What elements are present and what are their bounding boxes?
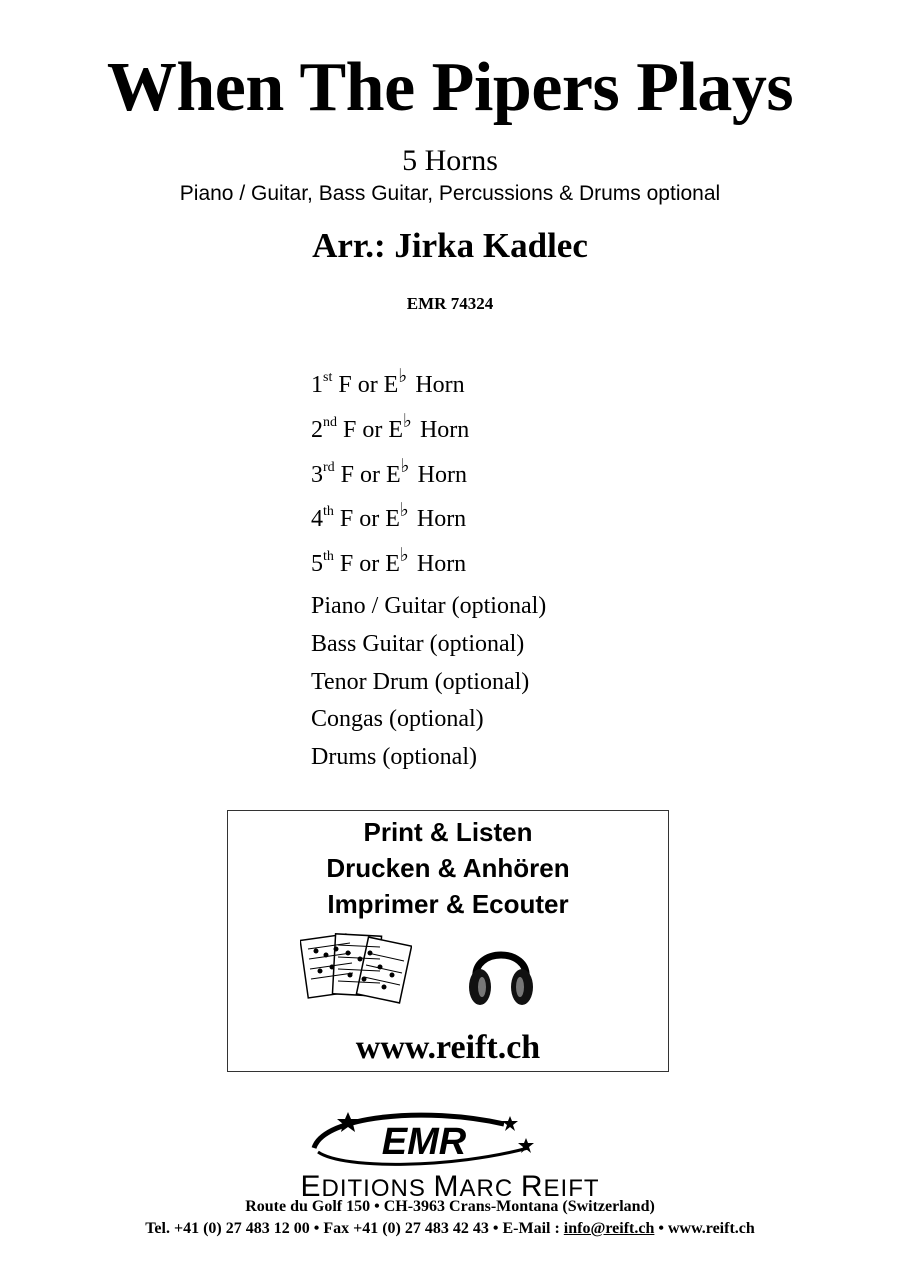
optional-part-item: Drums (optional) xyxy=(311,744,477,771)
headphones-icon xyxy=(466,933,536,1009)
optional-part-item: Congas (optional) xyxy=(311,706,484,733)
promo-line-french: Imprimer & Ecouter xyxy=(327,889,569,919)
flat-sign: ♭ xyxy=(400,455,410,477)
optional-parts-list xyxy=(311,588,546,777)
website-footer-link[interactable]: • www.reift.ch xyxy=(654,1220,755,1237)
publisher-name: EDITIONS MARC REIFT xyxy=(300,1170,600,1203)
arranger: Arr.: Jirka Kadlec xyxy=(312,226,588,265)
publisher-address: Route du Golf 150 • CH-3963 Crans-Montana (Switzerland) xyxy=(245,1198,655,1215)
sheet-music-icon xyxy=(300,931,412,1005)
email-link[interactable]: info@reift.ch xyxy=(563,1220,655,1237)
promo-line-german: Drucken & Anhören xyxy=(326,853,570,883)
subtitle: 5 Horns xyxy=(402,144,498,177)
part-item: 4th F or E♭ Horn xyxy=(311,495,469,540)
part-item: 3rd F or E♭ Horn xyxy=(311,451,469,496)
emr-logo-text: EMR xyxy=(381,1121,467,1163)
optional-part-item: Tenor Drum (optional) xyxy=(311,668,530,695)
part-item: 1st F or E♭ Horn xyxy=(311,361,469,406)
instrumentation-line: Piano / Guitar, Bass Guitar, Percussions & Drums optional xyxy=(179,182,721,205)
optional-part-item: Bass Guitar (optional) xyxy=(311,630,525,657)
page-title: When The Pipers Plays xyxy=(106,49,794,126)
horn-parts-list xyxy=(311,361,469,585)
website-link[interactable]: www.reift.ch xyxy=(355,1029,541,1066)
catalog-number: EMR 74324 xyxy=(406,294,494,313)
emr-logo xyxy=(304,1108,544,1172)
print-listen-box xyxy=(227,810,669,1072)
optional-part-item: Piano / Guitar (optional) xyxy=(311,593,547,619)
part-item: 2nd F or E♭ Horn xyxy=(311,406,469,451)
flat-sign: ♭ xyxy=(399,500,409,522)
promo-line-english: Print & Listen xyxy=(363,817,533,847)
publisher-contact: Tel. +41 (0) 27 483 12 00 • Fax +41 (0) 27 483 42 43 • E-Mail : info@reift.ch • www.reift.ch xyxy=(145,1220,755,1237)
flat-sign: ♭ xyxy=(403,410,412,432)
part-item: 5th F or E♭ Horn xyxy=(311,540,469,585)
flat-sign: ♭ xyxy=(398,366,408,387)
flat-sign: ♭ xyxy=(399,545,409,567)
